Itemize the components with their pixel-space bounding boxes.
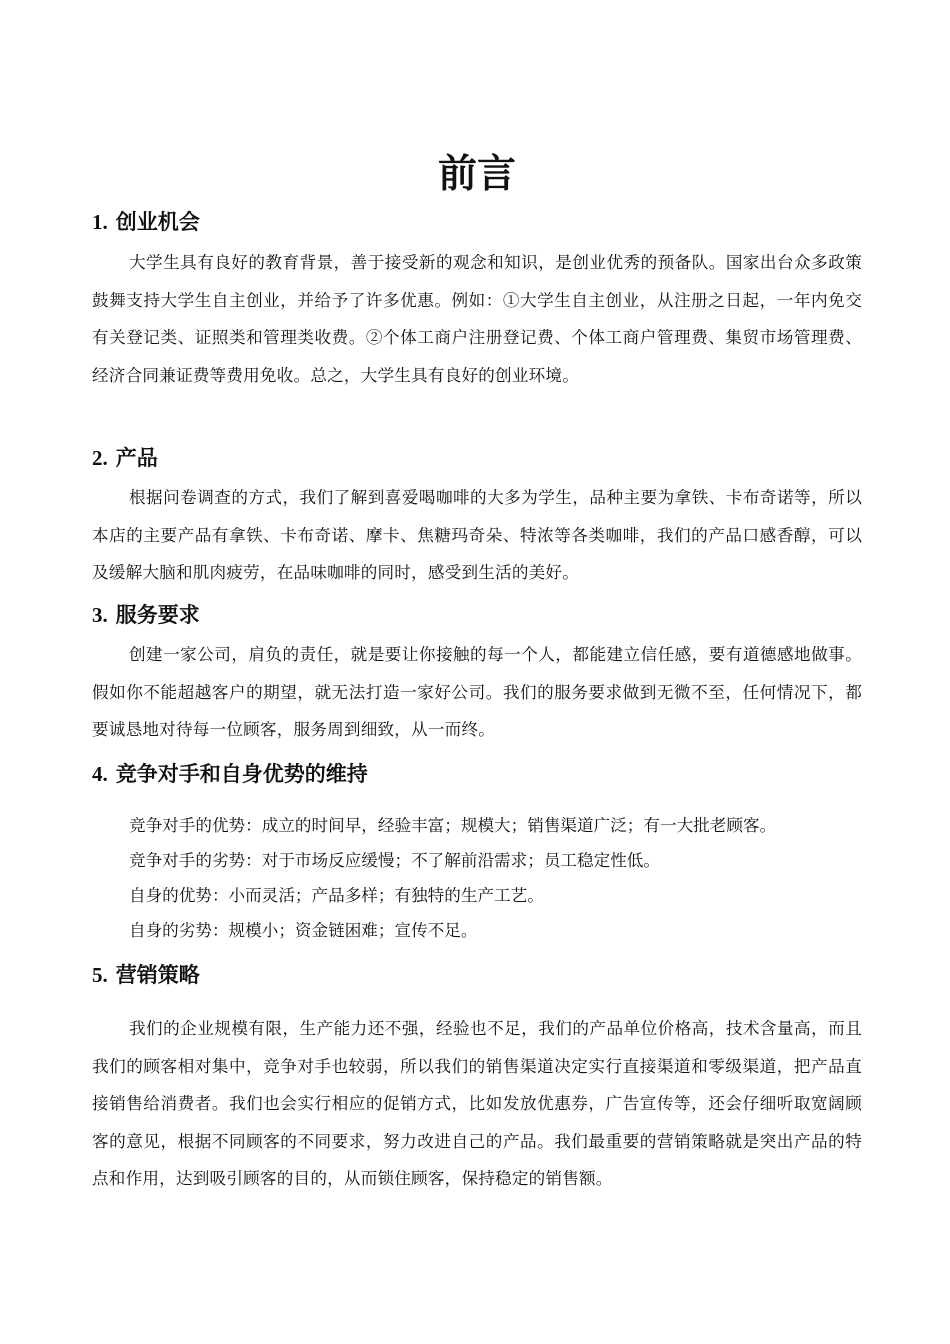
section-service-requirements	[92, 600, 862, 749]
list-item: 自身的劣势：规模小；资金链困难；宣传不足。	[129, 921, 478, 940]
section-marketing-strategy	[92, 960, 862, 1198]
section-paragraph: 我们的企业规模有限，生产能力还不强，经验也不足，我们的产品单位价格高，技术含量高，而且我们的顾客相对集中，竞争对手也较弱，所以我们的销售渠道决定实行直接渠道和零级渠道，把产品直接销售给消费者。我们也会实行相应的促销方式，比如发放优惠券，广告宣传等，还会仔细听取宽阔顾客的意见，根据不同顾客的不同要求，努力改进自己的产品。我们最重要的营销策略就是突出产品的特点和作用，达到吸引顾客的目的，从而锁住顾客，保持稳定的销售额。	[92, 1019, 862, 1188]
section-heading	[92, 443, 862, 473]
section-paragraph: 根据问卷调查的方式，我们了解到喜爱喝咖啡的大多为学生，品种主要为拿铁、卡布奇诺等，所以本店的主要产品有拿铁、卡布奇诺、摩卡、焦糖玛奇朵、特浓等各类咖啡，我们的产品口感香醇，可以及缓解大脑和肌肉疲劳，在品味咖啡的同时，感受到生活的美好。	[92, 488, 862, 582]
section-heading-text: 创业机会	[115, 210, 200, 234]
list-item: 竞争对手的优势：成立的时间早，经验丰富；规模大；销售渠道广泛；有一大批老顾客。	[129, 816, 777, 835]
section-heading-text: 营销策略	[115, 963, 200, 987]
section-number: 1.	[92, 210, 108, 234]
section-heading	[92, 960, 862, 990]
section-number: 4.	[92, 762, 108, 786]
section-heading-text: 服务要求	[115, 603, 200, 627]
list-item: 竞争对手的劣势：对于市场反应缓慢；不了解前沿需求；员工稳定性低。	[129, 851, 660, 870]
section-heading	[92, 759, 862, 789]
section-competition	[92, 759, 862, 948]
section-heading-text: 产品	[115, 446, 158, 470]
section-paragraph: 创建一家公司，肩负的责任，就是要让你接触的每一个人，都能建立信任感，要有道德感地做事。假如你不能超越客户的期望，就无法打造一家好公司。我们的服务要求做到无微不至，任何情况下，都要诚恳地对待每一位顾客，服务周到细致，从一而终。	[92, 645, 862, 739]
section-number: 2.	[92, 446, 108, 470]
section-heading	[92, 600, 862, 630]
section-number: 5.	[92, 963, 108, 987]
section-paragraph: 大学生具有良好的教育背景，善于接受新的观念和知识，是创业优秀的预备队。国家出台众多政策鼓舞支持大学生自主创业，并给予了许多优惠。例如：①大学生自主创业，从注册之日起，一年内免交有关登记类、证照类和管理类收费。②个体工商户注册登记费、个体工商户管理费、集贸市场管理费、经济合同兼证费等费用免收。总之，大学生具有良好的创业环境。	[92, 253, 862, 385]
section-heading	[92, 207, 862, 237]
section-startup-opportunity	[92, 207, 862, 394]
section-number: 3.	[92, 603, 108, 627]
section-heading-text: 竞争对手和自身优势的维持	[115, 762, 368, 786]
section-product	[92, 443, 862, 592]
list-item: 自身的优势：小而灵活；产品多样；有独特的生产工艺。	[129, 886, 544, 905]
page-title: 前言	[437, 152, 516, 197]
swot-list	[92, 808, 862, 948]
